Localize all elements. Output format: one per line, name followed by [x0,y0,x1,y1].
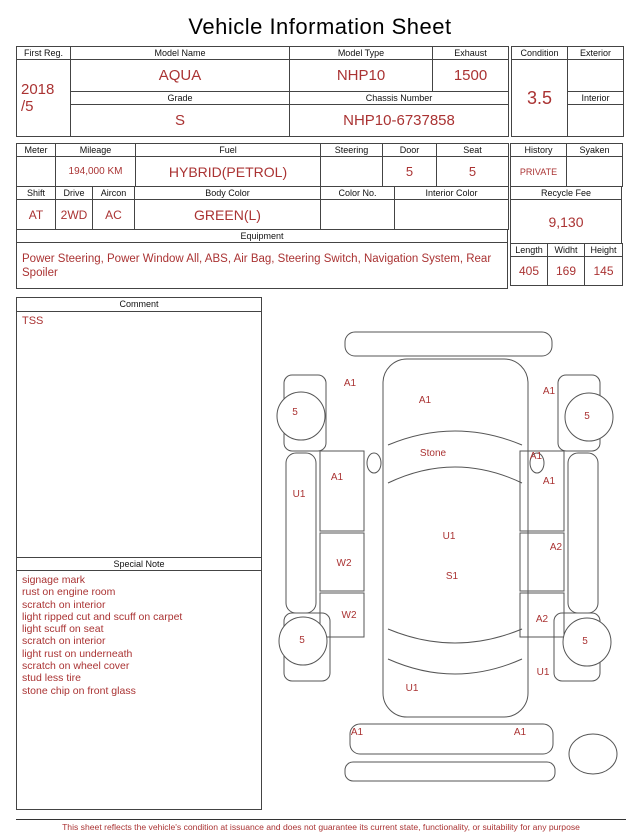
door-label: Door [383,144,437,157]
damage-mark: U1 [442,531,456,542]
aircon-label: Aircon [93,187,135,200]
info2-right [510,143,622,286]
info1-right-table [511,46,624,137]
syaken-label: Syaken [567,144,623,157]
steering-label: Steering [321,144,383,157]
info2-left [16,143,508,289]
exterior-label: Exterior [568,47,624,60]
drive-value: 2WD [56,200,93,230]
damage-mark: A2 [549,542,563,553]
info1-left-table [16,46,509,137]
damage-mark: U1 [405,683,419,694]
damage-mark: 5 [292,407,298,418]
shift-value: AT [17,200,56,230]
condition-value: 3.5 [512,60,568,137]
mileage-label: Mileage [56,144,136,157]
info2-right-c [510,243,623,286]
damage-mark: A1 [529,451,543,462]
recycle-fee-value: 9,130 [511,200,622,244]
grade-value: S [71,105,290,137]
damage-mark: A1 [330,472,344,483]
model-type-value: NHP10 [290,60,433,92]
interior-label: Interior [568,92,624,105]
damage-mark: S1 [445,571,459,582]
special-note-item: scratch on wheel cover [22,660,130,673]
chassis-value: NHP10-6737858 [290,105,509,137]
color-no-value [321,200,395,230]
color-no-label: Color No. [321,187,395,200]
damage-mark: A2 [535,614,549,625]
special-note-list [17,571,261,809]
recycle-fee-label: Recycle Fee [511,187,622,200]
syaken-value [567,157,623,187]
special-note-item: signage mark [22,574,86,586]
damage-mark: A1 [542,386,556,397]
first-reg-label: First Reg. [17,47,71,60]
door-value: 5 [383,157,437,187]
seat-value: 5 [437,157,509,187]
condition-label: Condition [512,47,568,60]
width-label: Widht [548,244,585,257]
info2-right-a [510,143,623,187]
history-value: PRIVATE [511,157,567,187]
height-value: 145 [585,257,623,286]
mileage-value: 194,000 KM [56,157,136,187]
model-type-label: Model Type [290,47,433,60]
comment-box [16,297,262,810]
equipment-value: Power Steering, Power Window All, ABS, Air Bag, Steering Switch, Navigation System, Rear Spoiler [17,243,508,289]
damage-mark: A1 [350,727,364,738]
info2-left-a [16,143,509,187]
comment-header: Comment [17,298,261,312]
comment-text: TSS [22,315,44,327]
model-name-value: AQUA [71,60,290,92]
height-label: Height [585,244,623,257]
special-note-item: light scuff on seat [22,623,104,636]
special-note-item: light ripped cut and scuff on carpet [22,610,183,623]
steering-value [321,157,383,187]
interior-color-label: Interior Color [395,187,509,200]
damage-mark: W2 [336,558,352,569]
special-note-item: scratch on interior [22,598,106,611]
aircon-value: AC [93,200,135,230]
interior-color-value [395,200,509,230]
exterior-value [568,60,624,92]
car-damage-diagram [262,297,624,810]
length-label: Length [511,244,548,257]
special-note-item: stone chip on front glass [22,684,136,697]
width-value: 169 [548,257,585,286]
damage-mark: U1 [292,489,306,500]
page-title: Vehicle Information Sheet [188,14,452,39]
info2-left-c [16,229,508,289]
info-block-2 [16,143,624,289]
info2-right-b [510,186,622,244]
special-note-item: rust on engine room [22,586,116,599]
bottom-section [16,297,624,810]
exhaust-value: 1500 [433,60,509,92]
special-note-item: light rust on underneath [22,647,133,660]
meter-label: Meter [17,144,56,157]
special-note-item: stud less tire [22,672,81,685]
grade-label: Grade [71,92,290,105]
damage-mark: 5 [299,635,305,646]
damage-mark: W2 [341,610,357,621]
meter-value [17,157,56,187]
damage-mark: 5 [582,636,588,647]
interior-value [568,105,624,137]
special-note-item: scratch on interior [22,635,106,648]
damage-mark: 5 [584,411,590,422]
damage-mark: Stone [419,448,447,459]
special-note-header: Special Note [17,557,261,571]
seat-label: Seat [437,144,509,157]
fuel-value: HYBRID(PETROL) [136,157,321,187]
info-block-1 [16,46,624,137]
length-value: 405 [511,257,548,286]
diagram-marks [262,297,622,809]
equipment-label: Equipment [17,230,508,243]
body-color-value: GREEN(L) [135,200,321,230]
fuel-label: Fuel [136,144,321,157]
damage-mark: A1 [513,727,527,738]
info2-left-b [16,186,509,230]
body-color-label: Body Color [135,187,321,200]
disclaimer-text: This sheet reflects the vehicle's condition at issuance and does not guarantee its current state, functionality, or suitability for any purpose [16,819,626,832]
first-reg-value: 2018 /5 [17,60,71,137]
drive-label: Drive [56,187,93,200]
damage-mark: U1 [536,667,550,678]
shift-label: Shift [17,187,56,200]
exhaust-label: Exhaust [433,47,509,60]
model-name-label: Model Name [71,47,290,60]
damage-mark: A1 [343,378,357,389]
history-label: History [511,144,567,157]
damage-mark: A1 [418,395,432,406]
chassis-label: Chassis Number [290,92,509,105]
damage-mark: A1 [542,476,556,487]
